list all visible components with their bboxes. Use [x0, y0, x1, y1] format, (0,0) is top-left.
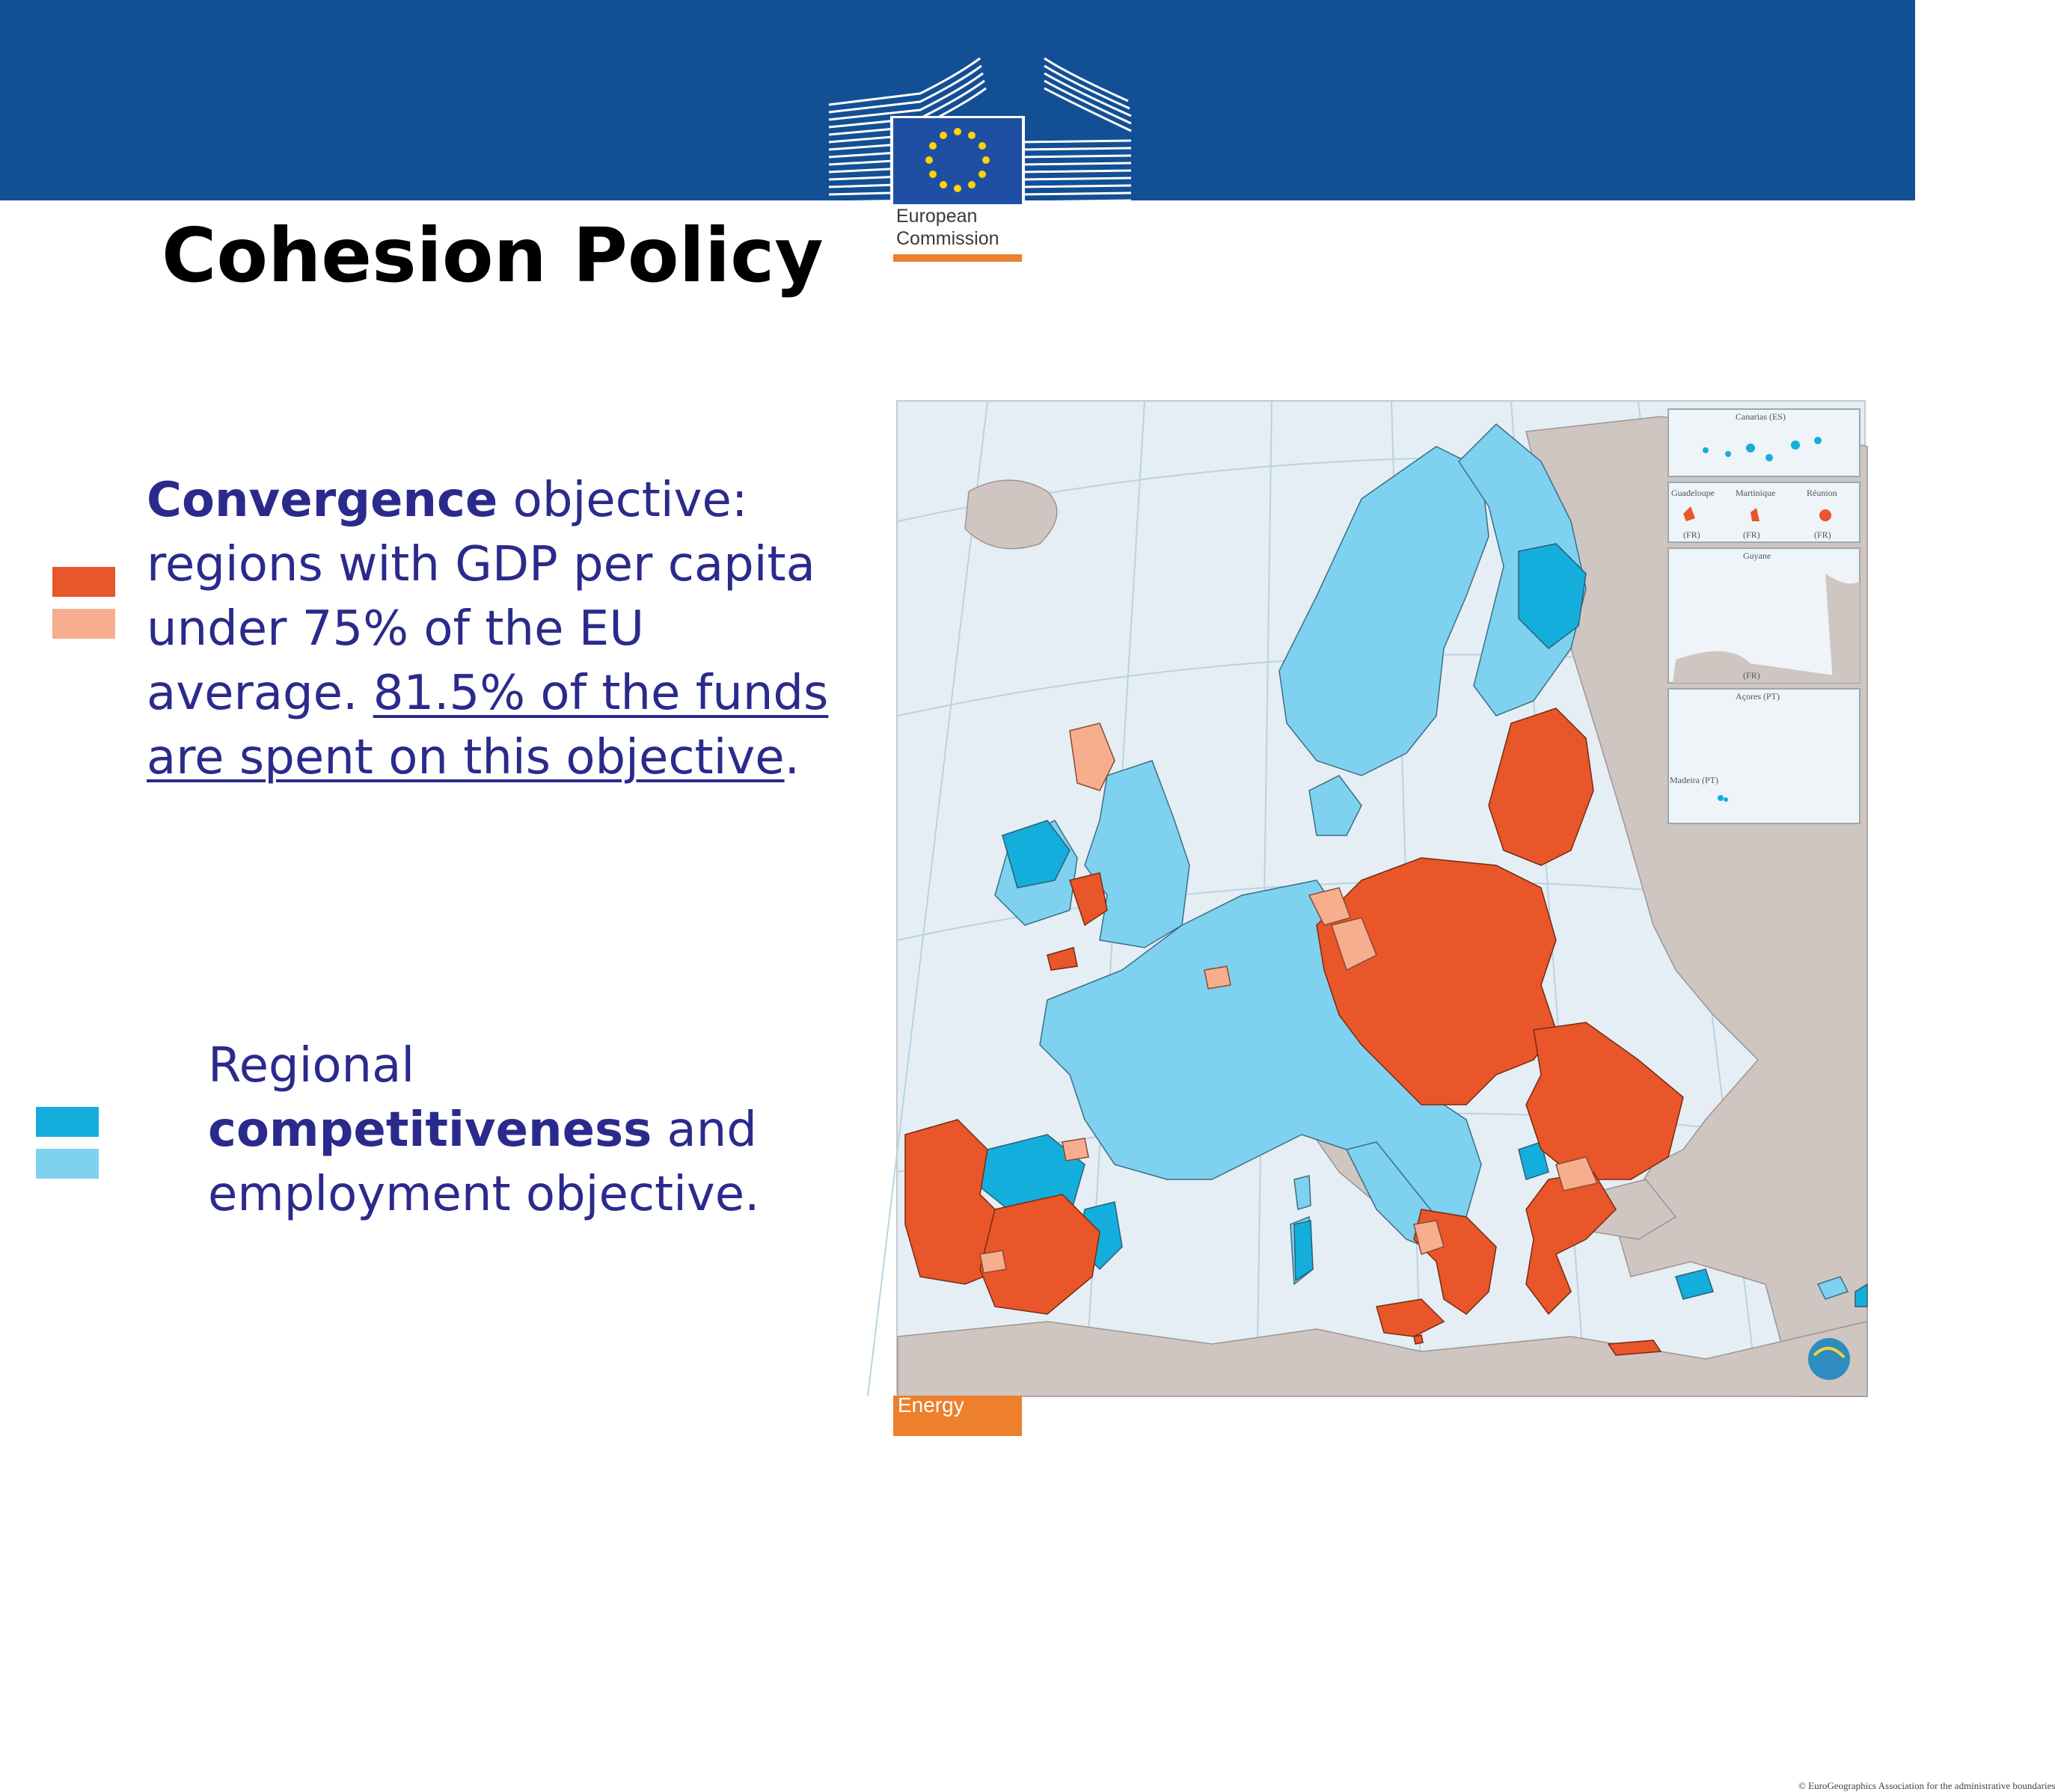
funds-share-link[interactable]: 81.5% of the funds are spent on this objective — [147, 666, 829, 785]
convergence-swatch — [52, 567, 115, 597]
phasing-in-swatch — [36, 1107, 99, 1137]
organization-name: European Commission — [896, 206, 999, 249]
svg-text:Açores (PT): Açores (PT) — [1736, 691, 1780, 702]
svg-text:Réunion: Réunion — [1807, 488, 1837, 498]
page-title: Cohesion Policy — [162, 212, 824, 299]
convergence-objective-text: Convergence objective: regions with GDP per capita under 75% of the EU average. 81.5% of the funds are spent on this objective. — [147, 473, 829, 785]
svg-text:Martinique: Martinique — [1736, 488, 1776, 498]
phasing-out-swatch — [52, 609, 115, 639]
competitiveness-swatch — [36, 1149, 99, 1179]
svg-text:Guadeloupe: Guadeloupe — [1671, 488, 1715, 498]
svg-text:Canarias (ES): Canarias (ES) — [1736, 411, 1786, 422]
svg-text:(FR): (FR) — [1683, 530, 1700, 540]
svg-text:(FR): (FR) — [1743, 530, 1760, 540]
svg-text:(FR): (FR) — [1743, 670, 1760, 681]
svg-text:(FR): (FR) — [1814, 530, 1831, 540]
footer-tag-label: Energy — [898, 1393, 964, 1417]
competitiveness-objective-text: Regional competitiveness and employment objective. — [208, 1038, 760, 1222]
svg-text:Madeira (PT): Madeira (PT) — [1670, 775, 1718, 785]
globe-badge-icon — [1808, 1338, 1850, 1380]
outermost-regions-insets — [1668, 409, 1860, 823]
map-credit: © EuroGeographics Association for the administrative boundaries — [1798, 1780, 2055, 1791]
svg-text:Guyane: Guyane — [1743, 550, 1771, 561]
logo-underline — [893, 254, 1022, 262]
